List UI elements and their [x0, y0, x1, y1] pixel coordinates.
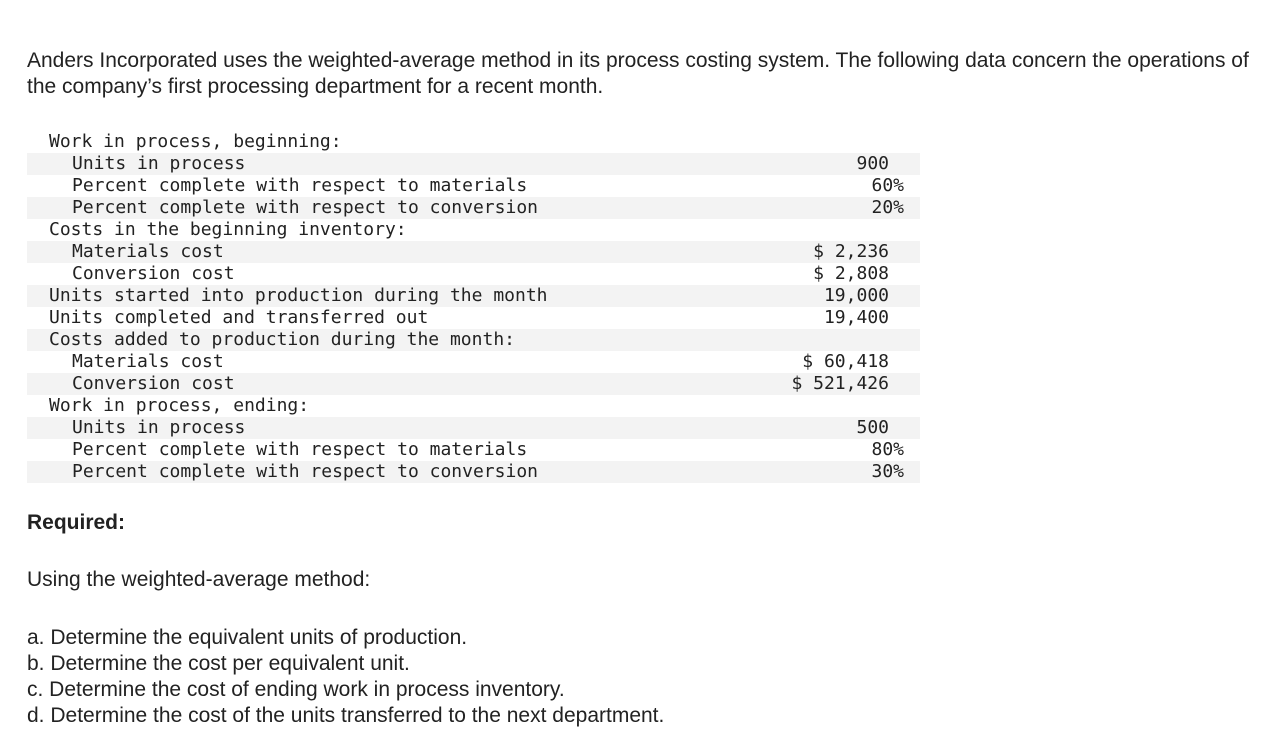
row-label: Conversion cost	[72, 373, 235, 394]
table-row	[27, 439, 920, 461]
method-instruction: Using the weighted-average method:	[27, 568, 371, 591]
row-value: $ 60,418	[802, 351, 889, 372]
row-label: Materials cost	[72, 351, 224, 372]
row-value: 900	[856, 153, 889, 174]
row-value: 80%	[871, 439, 904, 460]
row-value: 30%	[871, 461, 904, 482]
row-value: 19,000	[823, 285, 889, 306]
row-label: Materials cost	[72, 241, 224, 262]
row-label: Units in process	[72, 153, 246, 174]
row-value: $ 2,808	[813, 263, 889, 284]
list-item: a. Determine the equivalent units of production.	[27, 626, 468, 649]
row-label: Units started into production during the month	[49, 285, 548, 306]
table-row	[27, 175, 920, 197]
required-heading: Required:	[27, 511, 126, 534]
table-row	[27, 285, 920, 307]
row-value: 20%	[871, 197, 904, 218]
row-value: $ 2,236	[813, 241, 889, 262]
table-row	[27, 131, 920, 153]
row-label: Costs in the beginning inventory:	[49, 219, 407, 240]
list-item: d. Determine the cost of the units transferred to the next department.	[27, 704, 665, 727]
row-label: Conversion cost	[72, 263, 235, 284]
table-row	[27, 307, 920, 329]
row-label: Costs added to production during the month:	[49, 329, 515, 350]
list-item: c. Determine the cost of ending work in process inventory.	[27, 678, 565, 701]
table-row	[27, 395, 920, 417]
row-label: Work in process, beginning:	[49, 131, 342, 152]
list-item: b. Determine the cost per equivalent unit.	[27, 652, 410, 675]
table-row	[27, 219, 920, 241]
process-data-table	[27, 131, 920, 483]
table-row	[27, 417, 920, 439]
row-label: Percent complete with respect to materials	[72, 175, 528, 196]
table-row	[27, 197, 920, 219]
row-value: 19,400	[823, 307, 889, 328]
problem-intro: Anders Incorporated uses the weighted-average method in its process costing system. The following data concern the operations of the company’s first processing department for a recent month.	[27, 49, 1249, 98]
row-label: Units completed and transferred out	[49, 307, 429, 328]
row-value: $ 521,426	[791, 373, 889, 394]
table-row	[27, 241, 920, 263]
row-label: Percent complete with respect to conversion	[72, 461, 538, 482]
table-row	[27, 461, 920, 483]
table-row	[27, 153, 920, 175]
task-list	[27, 625, 664, 729]
row-label: Work in process, ending:	[49, 395, 310, 416]
table-row	[27, 351, 920, 373]
row-label: Units in process	[72, 417, 246, 438]
row-label: Percent complete with respect to materials	[72, 439, 528, 460]
table-row	[27, 329, 920, 351]
row-value: 60%	[871, 175, 904, 196]
table-row	[27, 263, 920, 285]
row-value: 500	[856, 417, 889, 438]
row-label: Percent complete with respect to conversion	[72, 197, 538, 218]
table-row	[27, 373, 920, 395]
